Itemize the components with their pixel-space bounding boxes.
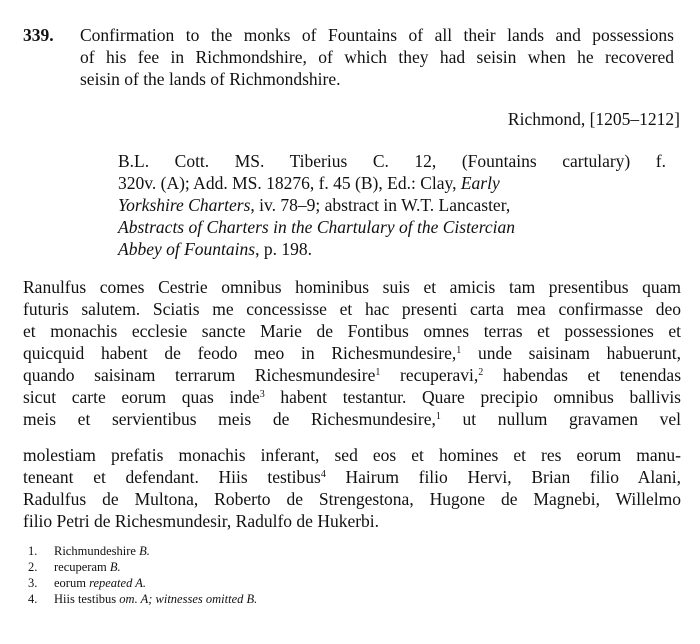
charter-line xyxy=(23,276,681,298)
footnote-ref: 1 xyxy=(375,367,381,378)
charter-line xyxy=(23,364,681,386)
charter-text xyxy=(23,466,681,488)
entry-title-line: of his fee in Richmondshire, of which they had seisin when he recovered xyxy=(80,47,674,67)
source-text: , iv. 78–9; abstract in W.T. Lancaster, xyxy=(250,195,511,215)
charter-text: et monachis ecclesie sancte Marie de Fontibus omnes terras et possessiones et xyxy=(23,321,681,341)
footnote-text: Hiis testibus xyxy=(54,592,120,606)
source-text: , p. 198. xyxy=(255,239,312,259)
footnote-number: 4. xyxy=(28,592,38,606)
footnote xyxy=(28,560,121,575)
source-line: Abstracts of Charters in the Chartulary of the Cistercian xyxy=(118,217,515,237)
source-line xyxy=(118,150,666,172)
charter-fragment: teneant et defendant. Hiis testibus xyxy=(23,467,321,487)
charter-fragment: quando saisinam terrarum Richesmundesire xyxy=(23,365,376,385)
footnote-ref: 1 xyxy=(435,411,441,422)
charter-line xyxy=(23,444,681,466)
charter-line xyxy=(23,466,681,488)
footnote-ref: 2 xyxy=(478,367,484,378)
charter-line xyxy=(23,320,681,342)
footnote-text: Richmundeshire xyxy=(54,544,140,558)
charter-fragment: ut nullum gravamen vel xyxy=(440,409,681,429)
footnote-italic: repeated A. xyxy=(89,576,146,590)
source-text: B.L. Cott. MS. Tiberius C. 12, (Fountains cartulary) f. xyxy=(118,151,666,171)
charter-text: Radulfus de Multona, Roberto de Strengestona, Hugone de Magnebi, Willelmo xyxy=(23,489,681,509)
charter-line xyxy=(23,342,681,364)
source-line xyxy=(118,238,312,260)
footnote-text: eorum xyxy=(54,576,90,590)
charter-line xyxy=(23,510,681,532)
footnote-text: recuperam xyxy=(54,560,110,574)
footnote-number: 3. xyxy=(28,576,38,590)
charter-fragment: meis et servientibus meis de Richesmundesire, xyxy=(23,409,436,429)
charter-text xyxy=(23,364,681,386)
footnote-ref: 1 xyxy=(456,345,462,356)
source-title: Early xyxy=(460,173,500,193)
charter-line xyxy=(23,298,681,320)
charter-fragment: quicquid habent de feodo meo in Richesmundesire, xyxy=(23,343,457,363)
footnote xyxy=(28,576,146,591)
charter-fragment: Hairum filio Hervi, Brian filio Alani, xyxy=(325,467,681,487)
entry-number: 339. xyxy=(23,25,54,45)
charter-fragment: habendas et tenendas xyxy=(483,365,682,385)
source-title: Yorkshire Charters xyxy=(118,195,251,215)
charter-line xyxy=(23,488,681,510)
charter-fragment: recuperavi, xyxy=(380,365,479,385)
footnote-italic: B. xyxy=(109,560,121,574)
charter-fragment: sicut carte eorum quas inde xyxy=(23,387,260,407)
charter-text: Ranulfus comes Cestrie omnibus hominibus suis et amicis tam presentibus quam xyxy=(23,277,681,297)
charter-text xyxy=(23,386,681,408)
charter-text xyxy=(23,342,681,364)
charter-text xyxy=(23,408,681,430)
footnote-ref: 3 xyxy=(259,389,265,400)
footnote-number: 1. xyxy=(28,544,38,558)
source-text: 320v. (A); Add. MS. 18276, f. 45 (B), Ed.: Clay, xyxy=(118,173,461,193)
charter-fragment: unde saisinam habuerunt, xyxy=(461,343,681,363)
charter-fragment: habent testantur. Quare precipio omnibus ballivis xyxy=(264,387,681,407)
charter-text: futuris salutem. Sciatis me concessisse et hac presenti carta mea confirmasse deo xyxy=(23,299,681,319)
source-line xyxy=(118,172,500,194)
charter-text: filio Petri de Richesmundesir, Radulfo de Hukerbi. xyxy=(23,511,380,531)
entry-title xyxy=(80,24,674,90)
place-date: Richmond, [1205–1212] xyxy=(507,109,680,129)
source-title: Abbey of Fountains xyxy=(118,239,256,259)
footnote-italic: om. A; witnesses omitted B. xyxy=(119,592,258,606)
source-line xyxy=(118,194,510,216)
footnote-ref: 4 xyxy=(320,469,326,480)
entry-title-line: seisin of the lands of Richmondshire. xyxy=(80,69,341,89)
footnote xyxy=(28,544,150,559)
charter-line xyxy=(23,386,681,408)
charter-line xyxy=(23,408,681,430)
footnote-number: 2. xyxy=(28,560,38,574)
entry-title-line: Confirmation to the monks of Fountains of all their lands and possessions xyxy=(80,25,674,45)
footnote xyxy=(28,592,257,607)
footnote-italic: B. xyxy=(139,544,150,558)
charter-text: molestiam prefatis monachis inferant, sed eos et homines et res eorum manu- xyxy=(23,445,681,465)
